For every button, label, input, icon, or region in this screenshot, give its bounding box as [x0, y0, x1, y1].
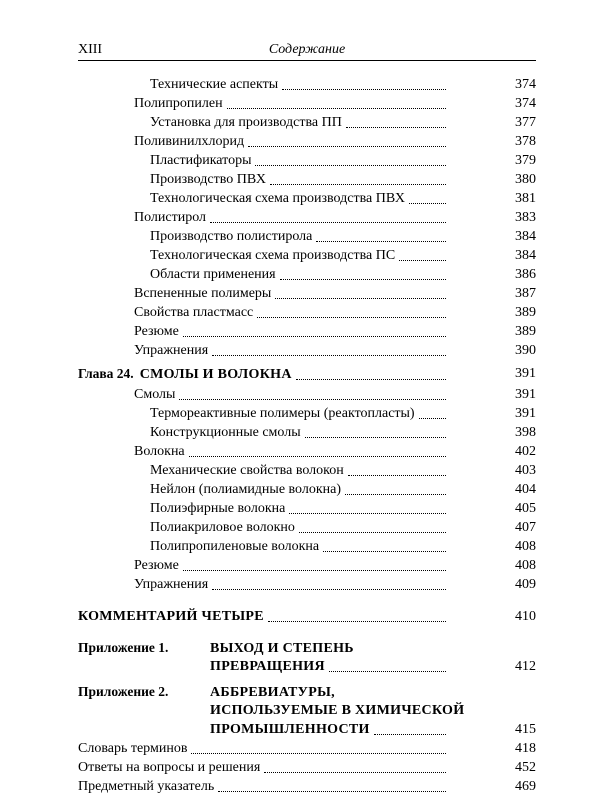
toc-entry[interactable] [78, 777, 536, 796]
running-title: Содержание [268, 42, 346, 57]
toc-entry-page: 381 [515, 191, 536, 206]
chapter-page: 391 [515, 366, 536, 381]
toc-entry[interactable] [78, 739, 536, 758]
toc-entry-title: Полипропиленовые волокна [150, 539, 320, 554]
toc-entry-title: Поливинилхлорид [134, 134, 245, 149]
dot-leader [280, 269, 446, 280]
toc-entry-title: Полиакриловое волокно [150, 520, 295, 535]
toc-entry-page: 452 [515, 760, 536, 775]
toc-entry[interactable] [78, 322, 536, 341]
dot-leader [282, 79, 446, 90]
toc-entry-page: 391 [515, 406, 536, 421]
toc-entry-page: 403 [515, 463, 536, 478]
toc-entry-page: 384 [515, 229, 536, 244]
dot-leader [289, 503, 446, 514]
toc-entry-page: 384 [515, 248, 536, 263]
dot-leader [255, 155, 446, 166]
toc-entry[interactable] [78, 575, 536, 594]
dot-leader [270, 174, 446, 185]
toc-entry-title: Нейлон (полиамидные волокна) [150, 482, 342, 497]
toc-entry-page: 408 [515, 558, 536, 573]
toc-entry-title: Резюме [134, 324, 179, 339]
dot-leader [179, 389, 446, 400]
toc-entry-title: Механические свойства волокон [150, 463, 344, 478]
appendix-number: Приложение 1. [78, 640, 169, 655]
toc-entry[interactable] [78, 265, 536, 284]
toc-entry-title: Производство ПВХ [150, 172, 266, 187]
toc-entry[interactable] [78, 170, 536, 189]
toc-entry-title: Словарь терминов [78, 741, 188, 756]
dot-leader [227, 98, 446, 109]
toc-entry-title: Полиэфирные волокна [150, 501, 286, 516]
toc-entry[interactable] [78, 556, 536, 575]
toc-entry[interactable] [78, 404, 536, 423]
chapter-title: СМОЛЫ И ВОЛОКНА [139, 367, 292, 382]
commentary-page: 410 [515, 609, 536, 624]
dot-leader [268, 611, 446, 622]
toc-entry-title: Предметный указатель [78, 779, 215, 794]
toc-entry-page: 386 [515, 267, 536, 282]
dot-leader [419, 408, 446, 419]
dot-leader [212, 579, 446, 590]
toc-entry[interactable] [78, 518, 536, 537]
toc-entry-title: Полистирол [134, 210, 207, 225]
toc-entry[interactable] [78, 480, 536, 499]
toc-entry-page: 377 [515, 115, 536, 130]
toc-entry-title: Полипропилен [134, 96, 223, 111]
toc-entry[interactable] [78, 132, 536, 151]
appendix-number: Приложение 2. [78, 684, 169, 699]
toc-entry[interactable] [78, 94, 536, 113]
dot-leader [275, 288, 446, 299]
dot-leader [399, 250, 446, 261]
toc-group-back-matter [78, 739, 536, 796]
toc-entry[interactable] [78, 246, 536, 265]
toc-group-chapter-24 [78, 385, 536, 594]
toc-entry-title: Свойства пластмасс [134, 305, 254, 320]
dot-leader [348, 465, 446, 476]
toc-entry-page: 389 [515, 324, 536, 339]
page-number: XIII [78, 42, 103, 57]
toc-entry-page: 407 [515, 520, 536, 535]
dot-leader [305, 427, 446, 438]
appendix-title-line: ПРОМЫШЛЕННОСТИ [210, 722, 370, 737]
toc-entry[interactable] [78, 385, 536, 404]
toc-entry-title: Установка для производства ПП [150, 115, 342, 130]
toc-entry-title: Упражнения [134, 577, 209, 592]
table-of-contents [78, 75, 536, 796]
toc-entry[interactable] [78, 113, 536, 132]
toc-entry-title: Волокна [134, 444, 185, 459]
toc-entry-page: 390 [515, 343, 536, 358]
toc-entry-title: Смолы [134, 387, 176, 402]
dot-leader [329, 661, 446, 672]
toc-entry-title: Технические аспекты [150, 77, 279, 92]
toc-entry-page: 387 [515, 286, 536, 301]
toc-entry[interactable] [78, 151, 536, 170]
toc-appendix-2[interactable] [78, 682, 536, 739]
appendix-title-line: ВЫХОД И СТЕПЕНЬ [210, 641, 354, 656]
toc-entry-title: Ответы на вопросы и решения [78, 760, 261, 775]
toc-entry-page: 374 [515, 96, 536, 111]
toc-entry-page: 405 [515, 501, 536, 516]
appendix-page: 412 [515, 659, 536, 674]
toc-entry-page: 469 [515, 779, 536, 794]
toc-entry-title: Технологическая схема производства ПВХ [150, 191, 405, 206]
dot-leader [189, 446, 446, 457]
dot-leader [345, 484, 446, 495]
toc-entry-title: Конструкционные смолы [150, 425, 301, 440]
toc-group-chapter-23-tail [78, 75, 536, 360]
toc-entry-page: 418 [515, 741, 536, 756]
dot-leader [409, 193, 446, 204]
toc-entry-page: 380 [515, 172, 536, 187]
toc-entry[interactable] [78, 303, 536, 322]
toc-entry[interactable] [78, 208, 536, 227]
dot-leader [248, 136, 446, 147]
dot-leader [323, 541, 446, 552]
toc-entry[interactable] [78, 341, 536, 360]
dot-leader [212, 345, 446, 356]
dot-leader [296, 369, 446, 380]
toc-entry-title: Производство полистирола [150, 229, 313, 244]
header-rule [78, 60, 536, 61]
toc-entry-page: 404 [515, 482, 536, 497]
toc-entry-title: Области применения [150, 267, 276, 282]
toc-entry-page: 398 [515, 425, 536, 440]
toc-entry[interactable] [78, 423, 536, 442]
toc-appendix-1[interactable] [78, 638, 536, 676]
page-header [78, 38, 536, 60]
toc-entry[interactable] [78, 75, 536, 94]
toc-entry[interactable] [78, 284, 536, 303]
dot-leader [346, 117, 446, 128]
appendix-page: 415 [515, 722, 536, 737]
toc-entry-page: 409 [515, 577, 536, 592]
dot-leader [316, 231, 446, 242]
commentary-title: КОММЕНТАРИЙ ЧЕТЫРЕ [78, 609, 264, 624]
chapter-number: Глава 24. [78, 366, 134, 381]
dot-leader [299, 522, 446, 533]
toc-entry[interactable] [78, 189, 536, 208]
dot-leader [218, 781, 446, 792]
toc-entry-page: 374 [515, 77, 536, 92]
toc-entry[interactable] [78, 442, 536, 461]
toc-entry-page: 391 [515, 387, 536, 402]
dot-leader [257, 307, 446, 318]
toc-entry[interactable] [78, 499, 536, 518]
toc-chapter-24[interactable] [78, 364, 536, 383]
toc-entry-page: 402 [515, 444, 536, 459]
appendix-title-line: ИСПОЛЬЗУЕМЫЕ В ХИМИЧЕСКОЙ [210, 703, 465, 718]
appendix-title-line: АББРЕВИАТУРЫ, [210, 685, 335, 700]
dot-leader [374, 724, 446, 735]
dot-leader [183, 326, 446, 337]
toc-entry-title: Вспененные полимеры [134, 286, 272, 301]
toc-entry[interactable] [78, 227, 536, 246]
appendix-title-line: ПРЕВРАЩЕНИЯ [210, 659, 325, 674]
toc-entry-page: 379 [515, 153, 536, 168]
toc-commentary[interactable] [78, 607, 536, 626]
toc-entry-page: 383 [515, 210, 536, 225]
toc-entry-title: Резюме [134, 558, 179, 573]
dot-leader [183, 560, 446, 571]
toc-entry-title: Упражнения [134, 343, 209, 358]
toc-entry[interactable] [78, 461, 536, 480]
toc-entry-page: 389 [515, 305, 536, 320]
dot-leader [191, 743, 446, 754]
toc-entry-title: Термореактивные полимеры (реактопласты) [150, 406, 415, 421]
dot-leader [264, 762, 446, 773]
toc-entry[interactable] [78, 758, 536, 777]
toc-entry-title: Технологическая схема производства ПС [150, 248, 396, 263]
dot-leader [210, 212, 446, 223]
toc-entry-page: 378 [515, 134, 536, 149]
toc-entry-title: Пластификаторы [150, 153, 252, 168]
toc-entry[interactable] [78, 537, 536, 556]
toc-entry-page: 408 [515, 539, 536, 554]
